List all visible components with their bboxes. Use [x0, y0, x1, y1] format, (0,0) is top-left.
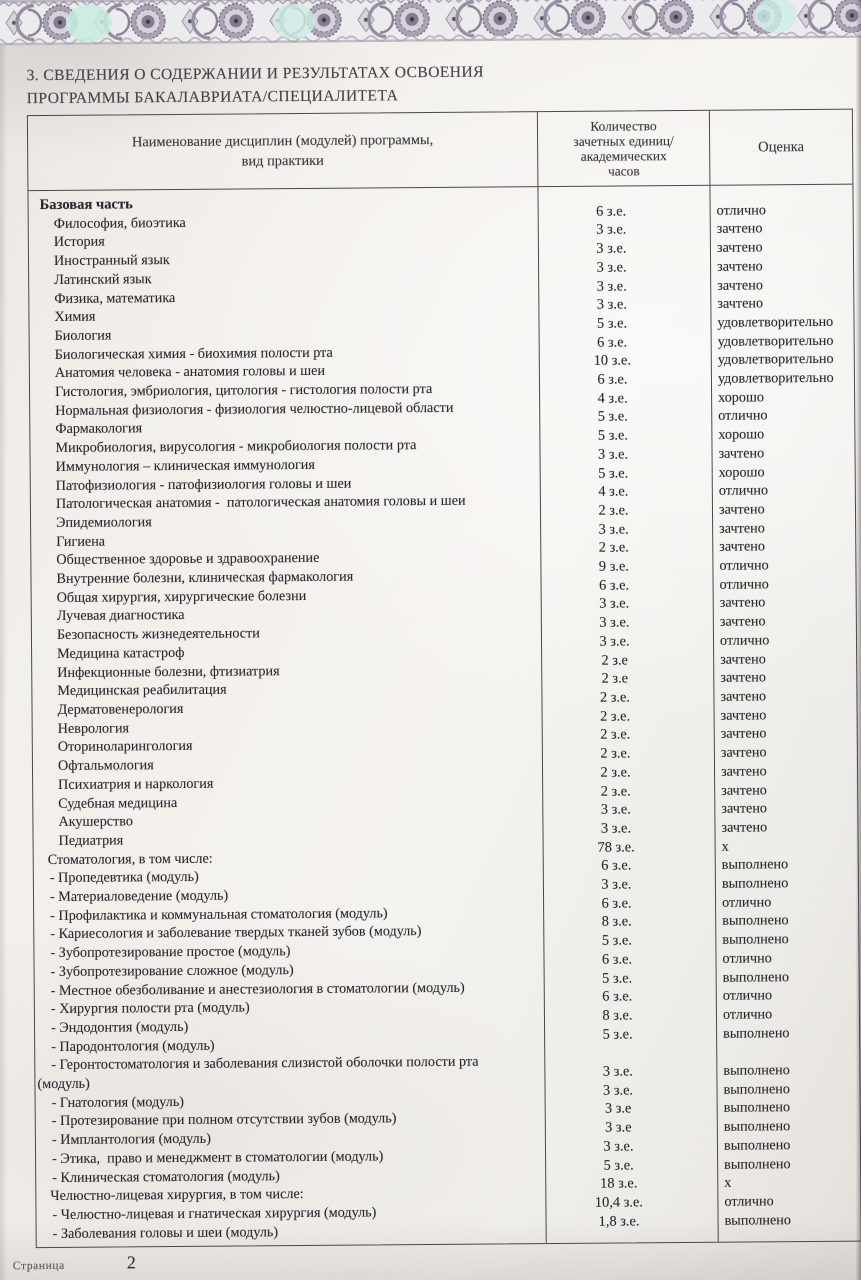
discipline-name: Неврология: [57, 720, 130, 737]
discipline-name: Фармакология: [55, 420, 143, 438]
grade-value: зачтено: [717, 295, 764, 312]
discipline-name: Физика, математика: [54, 289, 176, 307]
credits-value: 3 з.е.: [601, 876, 632, 893]
grade-value: зачтено: [720, 763, 767, 780]
grade-value: зачтено: [721, 800, 768, 817]
credits-value: 3 з.е.: [602, 1063, 633, 1080]
discipline-name: Гигиена: [56, 533, 106, 550]
grade-value: удовлетворительно: [717, 313, 834, 331]
credits-value: 3 з.е.: [596, 221, 627, 239]
grade-value: зачтено: [718, 445, 765, 462]
discipline-name: - Местное обезболивание и анестезиология в стоматологии (модуль): [50, 979, 465, 999]
credits-value: 3 з.е: [604, 1100, 632, 1118]
grade-value: зачтено: [720, 669, 767, 687]
grade-value: удовлетворительно: [717, 351, 834, 369]
column-header-grade: Оценка: [758, 138, 805, 155]
credits-value: 5 з.е.: [602, 1026, 633, 1043]
discipline-name: Гистология, эмбриология, цитология - гистология полости рта: [54, 381, 433, 400]
grade-value: удовлетворительно: [717, 332, 834, 350]
grade-value: хорошо: [718, 463, 765, 481]
discipline-name: - Клиническая стоматология (модуль): [52, 1167, 280, 1186]
discipline-name: Лучевая диагностика: [56, 607, 185, 625]
discipline-name: - Хирургия полости рта (модуль): [50, 999, 250, 1018]
grade-value: выполнено: [721, 875, 789, 892]
credits-value: 3 з.е.: [603, 1138, 634, 1155]
discipline-name: Судебная медицина: [58, 794, 178, 812]
credits-value: 2 з.е.: [600, 764, 631, 781]
grade-value: отлично: [718, 407, 768, 425]
discipline-name: - Протезирование при полном отсутствии зубов (модуль): [51, 1110, 397, 1130]
grade-value: выполнено: [724, 1211, 792, 1229]
discipline-name: Химия: [54, 308, 96, 326]
discipline-name: Эпидемиология: [56, 514, 152, 531]
discipline-name: Стоматология, в том числе:: [47, 850, 213, 868]
credits-value: 2 з.е.: [600, 745, 631, 762]
credits-value: 10 з.е.: [593, 352, 632, 370]
grade-value: зачтено: [719, 520, 765, 537]
grade-value: выполнено: [724, 1155, 791, 1173]
grade-value: отлично: [718, 482, 769, 499]
grade-value: хорошо: [718, 389, 765, 406]
table-body: [28, 185, 860, 1248]
footer-page-number: 2: [126, 1252, 136, 1273]
credits-value: 5 з.е.: [597, 427, 628, 444]
credits-value: 5 з.е.: [602, 969, 633, 987]
credits-value: 3 з.е.: [599, 595, 630, 613]
credits-value: 2 з.е.: [598, 502, 629, 519]
grade-value: х: [724, 1174, 732, 1191]
discipline-name: - Челюстно-лицевая и гнатическая хирургия (модуль): [52, 1204, 377, 1223]
credits-value: 4 з.е.: [598, 483, 629, 500]
grade-value: отлично: [722, 950, 772, 967]
grade-value: отлично: [716, 202, 766, 219]
grade-value: зачтено: [717, 258, 763, 275]
credits-value: 2 з.е: [601, 670, 629, 687]
section-title: [26, 62, 484, 111]
grade-value: выполнено: [722, 912, 789, 930]
discipline-name: Базовая часть: [39, 196, 133, 214]
credits-value: 3 з.е.: [598, 521, 629, 538]
grade-value: зачтено: [719, 613, 766, 630]
credits-value: 3 з.е.: [600, 820, 632, 837]
grade-value: зачтено: [719, 594, 766, 612]
credits-value: 2 з.е.: [599, 689, 631, 706]
discipline-name: - Кариесология и заболевание твердых тканей зубов (модуль): [50, 923, 422, 943]
grade-value: зачтено: [719, 538, 765, 556]
discipline-name: Анатомия человека - анатомия головы и шеи: [54, 363, 326, 382]
section-title-line1: 3. СВЕДЕНИЯ О СОДЕРЖАНИИ И РЕЗУЛЬТАТАХ ОСВОЕНИЯ: [26, 63, 484, 85]
discipline-name: История: [53, 233, 105, 251]
discipline-name: Нормальная физиология - физиология челюстно-лицевой области: [55, 399, 454, 419]
discipline-name: - Зубопротезирование простое (модуль): [50, 943, 291, 962]
grade-value: зачтено: [720, 744, 767, 761]
credits-value: 3 з.е.: [596, 240, 627, 257]
discipline-name: Медицина катастроф: [57, 644, 185, 662]
credits-value: 6 з.е.: [602, 988, 633, 1005]
credits-value: 6 з.е.: [597, 371, 628, 388]
discipline-name: - Имплантология (модуль): [51, 1130, 211, 1149]
discipline-name: Офтальмология: [57, 757, 154, 775]
grade-value: зачтено: [720, 650, 766, 668]
credits-value: 3 з.е.: [599, 633, 630, 650]
grade-value: отлично: [719, 576, 769, 593]
discipline-name: - Заболевания головы и шеи (модуль): [52, 1223, 279, 1242]
grade-value: выполнено: [723, 1137, 791, 1154]
credits-value: 3 з.е.: [596, 259, 627, 276]
grade-value: выполнено: [723, 1080, 790, 1098]
credits-value: 5 з.е.: [598, 464, 629, 482]
credits-value: 3 з.е: [605, 1119, 632, 1136]
grade-value: выполнено: [723, 1062, 790, 1079]
discipline-name: Патофизиология - патофизиология головы и шеи: [55, 475, 352, 494]
grade-value: отлично: [719, 632, 770, 649]
section-title-line2: ПРОГРАММЫ БАКАЛАВРИАТА/СПЕЦИАЛИТЕТА: [26, 86, 399, 107]
grade-value: выполнено: [723, 1024, 790, 1042]
credits-value: 78 з.е.: [597, 839, 635, 856]
credits-value: 3 з.е.: [596, 296, 627, 313]
grade-value: отлично: [722, 987, 773, 1004]
credits-value: 3 з.е.: [597, 446, 629, 463]
discipline-name: Психиатрия и наркология: [58, 775, 214, 793]
discipline-name: Педиатрия: [58, 832, 124, 849]
credits-value: 3 з.е.: [602, 1082, 634, 1099]
discipline-name: - Геронтостоматология и заболевания слизистой оболочки полости рта (модуль): [37, 1053, 479, 1093]
credits-value: 5 з.е.: [603, 1156, 634, 1174]
discipline-name: Философия, биоэтика: [53, 214, 186, 232]
grade-value: хорошо: [718, 426, 765, 443]
discipline-name: Общественное здоровье и здравоохранение: [56, 550, 320, 569]
grade-value: зачтено: [721, 819, 768, 836]
discipline-name: Иммунология – клиническая иммунология: [55, 456, 315, 475]
grade-value: отлично: [722, 1006, 773, 1023]
discipline-name: Микробиология, вирусология - микробиология полости рта: [55, 437, 417, 457]
credits-value: 3 з.е.: [599, 614, 630, 631]
grade-value: отлично: [722, 894, 772, 911]
discipline-name: Биология: [54, 327, 112, 344]
credits-value: 8 з.е.: [602, 1007, 633, 1024]
credits-value: 2 з.е: [601, 652, 628, 669]
table-header-row: [28, 110, 853, 191]
grade-value: выполнено: [722, 931, 789, 948]
credits-value: 6 з.е.: [601, 895, 632, 912]
grade-value: выполнено: [721, 856, 789, 874]
credits-value: 6 з.е.: [601, 857, 632, 874]
credits-value: 18 з.е.: [600, 1175, 638, 1192]
credits-value: 2 з.е.: [600, 708, 631, 725]
grade-value: отлично: [724, 1193, 774, 1210]
discipline-name: Оториноларингология: [57, 738, 193, 756]
discipline-name: Акушерство: [58, 813, 134, 831]
credits-value: 6 з.е.: [601, 951, 633, 968]
credits-value: 4 з.е.: [597, 390, 628, 407]
credits-value: 10,4 з.е.: [594, 1194, 644, 1211]
column-header-credits: Количество зачетных единиц/ академических часов: [573, 117, 674, 179]
discipline-name: Дерматовенерология: [57, 700, 184, 718]
discipline-name: Внутренние болезни, клиническая фармакология: [56, 568, 354, 587]
credits-value: 2 з.е.: [598, 539, 629, 557]
grade-value: зачтено: [718, 501, 765, 518]
credits-value: 6 з.е.: [596, 203, 627, 220]
grade-value: отлично: [719, 557, 769, 574]
credits-value: 6 з.е.: [598, 577, 630, 594]
discipline-name: - Пропедевтика (модуль): [49, 869, 199, 887]
credits-value: 2 з.е.: [600, 726, 631, 744]
discipline-name: - Эндодонтия (модуль): [50, 1018, 189, 1036]
grade-value: зачтено: [716, 220, 763, 238]
discipline-name: Иностранный язык: [53, 252, 170, 270]
discipline-name: Медицинская реабилитация: [57, 681, 227, 700]
results-table: [27, 109, 861, 1249]
footer-page-label: Страница: [12, 1259, 65, 1273]
page-footer: [13, 1252, 136, 1274]
credits-value: 3 з.е.: [596, 277, 627, 295]
grade-value: зачтено: [720, 688, 767, 705]
grade-value: зачтено: [721, 781, 767, 799]
discipline-name: - Гнатология (модуль): [51, 1093, 185, 1111]
grade-value: зачтено: [720, 707, 767, 724]
grade-value: выполнено: [723, 1099, 791, 1117]
credits-value: 1,8 з.е.: [598, 1213, 640, 1230]
discipline-name: - Зубопротезирование сложное (модуль): [50, 961, 294, 980]
discipline-name: Челюстно-лицевая хирургия, в том числе:: [50, 1186, 304, 1205]
grade-value: зачтено: [716, 239, 763, 256]
grade-value: зачтено: [717, 276, 763, 294]
credits-value: 3 з.е.: [600, 801, 631, 818]
credits-value: 9 з.е.: [598, 558, 630, 575]
discipline-name: Безопасность жизнедеятельности: [56, 625, 260, 644]
column-header-discipline: Наименование дисциплин (модулей) программы, вид практики: [131, 131, 434, 170]
credits-value: 5 з.е.: [601, 932, 632, 949]
credits-value: 5 з.е.: [597, 408, 628, 426]
discipline-name: Инфекционные болезни, фтизиатрия: [57, 662, 280, 681]
discipline-name: Биологическая химия - биохимия полости рта: [54, 344, 333, 363]
credits-value: 2 з.е.: [600, 782, 631, 800]
grade-value: зачтено: [720, 725, 767, 743]
credits-value: 6 з.е.: [597, 334, 628, 351]
credits-value: 5 з.е.: [596, 315, 628, 332]
discipline-name: - Этика, право и менеджмент в стоматологии (модуль): [52, 1148, 384, 1167]
grade-value: удовлетворительно: [717, 369, 834, 387]
credits-value: 8 з.е.: [601, 913, 632, 931]
discipline-name: - Материаловедение (модуль): [49, 887, 229, 906]
discipline-name: Патологическая анатомия - патологическая анатомия головы и шеи: [55, 492, 466, 513]
discipline-name: Общая хирургия, хирургические болезни: [56, 587, 307, 606]
discipline-name: - Профилактика и коммунальная стоматология (модуль): [50, 905, 388, 924]
grade-value: выполнено: [723, 1118, 791, 1135]
grade-value: выполнено: [722, 968, 790, 986]
discipline-name: - Пародонтология (модуль): [51, 1037, 215, 1055]
grade-value: х: [721, 838, 729, 855]
discipline-name: Латинский язык: [54, 270, 152, 288]
